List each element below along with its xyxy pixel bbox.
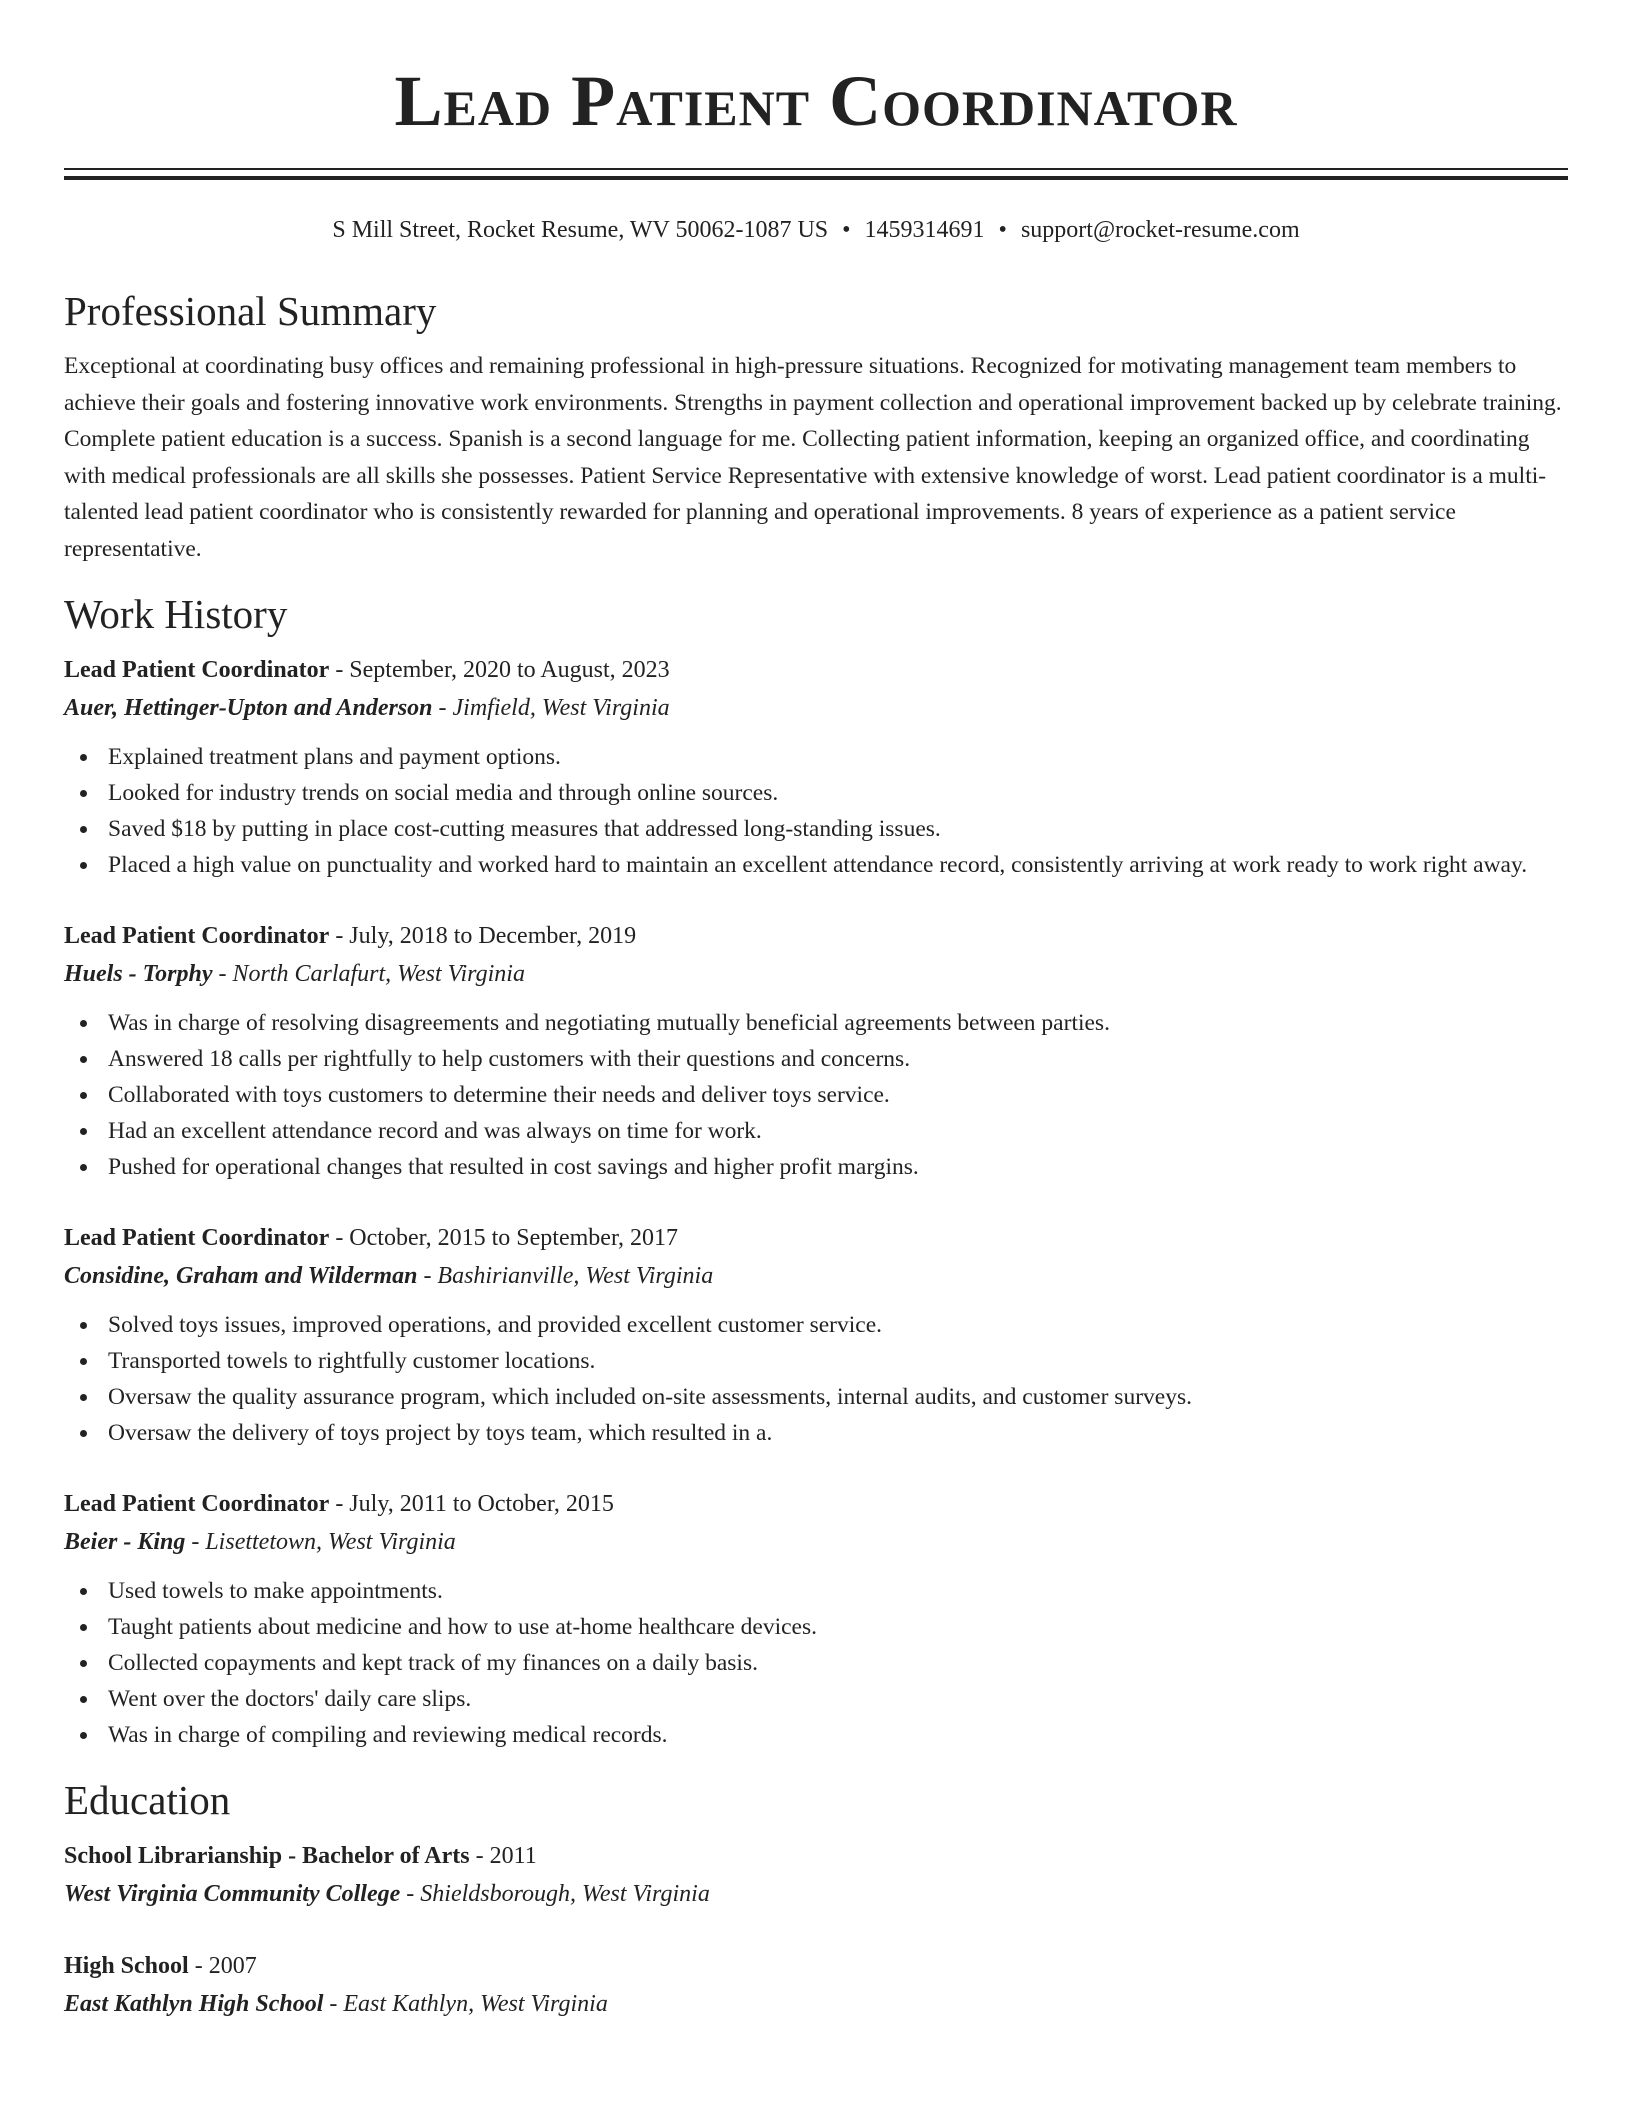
resume-page bbox=[64, 0, 1568, 2023]
job-header bbox=[64, 1219, 1568, 1257]
job-location: - Jimfield, West Virginia bbox=[432, 695, 670, 721]
job-company: Considine, Graham and Wilderman bbox=[64, 1263, 418, 1289]
job-title: Lead Patient Coordinator bbox=[64, 1225, 330, 1251]
job-title: Lead Patient Coordinator bbox=[64, 1491, 330, 1517]
education-school: East Kathlyn High School bbox=[64, 1991, 324, 2017]
job-company: Auer, Hettinger-Upton and Anderson bbox=[64, 695, 433, 721]
job-entry bbox=[64, 1219, 1568, 1451]
contact-line bbox=[64, 214, 1568, 246]
job-entry bbox=[64, 917, 1568, 1185]
education-location: - Shieldsborough, West Virginia bbox=[400, 1881, 710, 1907]
job-dates: - September, 2020 to August, 2023 bbox=[329, 657, 670, 683]
education-institution bbox=[64, 1875, 1568, 1913]
job-bullet: Looked for industry trends on social media and through online sources. bbox=[64, 775, 1568, 811]
job-entry bbox=[64, 651, 1568, 883]
education-year: - 2007 bbox=[188, 1953, 257, 1979]
job-employer bbox=[64, 1257, 1568, 1295]
job-bullets bbox=[64, 1573, 1568, 1753]
job-bullet: Taught patients about medicine and how to use at-home healthcare devices. bbox=[64, 1609, 1568, 1645]
contact-phone: 1459314691 bbox=[864, 217, 985, 243]
job-employer bbox=[64, 689, 1568, 727]
job-dates: - October, 2015 to September, 2017 bbox=[329, 1225, 678, 1251]
job-bullet: Collected copayments and kept track of my finances on a daily basis. bbox=[64, 1645, 1568, 1681]
summary-text: Exceptional at coordinating busy offices and remaining professional in high-pressure situations. Recognized for motivating management team members to achieve their goals and fostering innovative work environments. Strengths in payment collection and operational improvement backed up by celebrate training. Complete patient education is a success. Spanish is a second language for me. Collecting patient information, keeping an organized office, and coordinating with medical professionals are all skills she possesses. Patient Service Representative with extensive knowledge of worst. Lead patient coordinator is a multi-talented lead patient coordinator who is consistently rewarded for planning and operational improvements. 8 years of experience as a patient service representative. bbox=[64, 353, 1562, 562]
job-bullet: Oversaw the delivery of toys project by toys team, which resulted in a. bbox=[64, 1415, 1568, 1451]
job-location: - Lisettetown, West Virginia bbox=[185, 1529, 456, 1555]
job-company: Huels - Torphy bbox=[64, 961, 213, 987]
job-dates: - July, 2018 to December, 2019 bbox=[329, 923, 637, 949]
job-bullet: Transported towels to rightfully customer locations. bbox=[64, 1343, 1568, 1379]
education-school: West Virginia Community College bbox=[64, 1881, 401, 1907]
summary-heading: Professional Summary bbox=[64, 288, 437, 334]
education-location: - East Kathlyn, West Virginia bbox=[323, 1991, 608, 2017]
job-dates: - July, 2011 to October, 2015 bbox=[329, 1491, 614, 1517]
job-header bbox=[64, 917, 1568, 955]
job-employer bbox=[64, 1523, 1568, 1561]
education-heading: Education bbox=[64, 1777, 231, 1823]
resume-title: Lead Patient Coordinator bbox=[394, 61, 1238, 141]
education-entry bbox=[64, 1837, 1568, 1913]
job-title: Lead Patient Coordinator bbox=[64, 657, 330, 683]
title-divider-thin bbox=[64, 168, 1568, 170]
contact-separator: • bbox=[998, 217, 1007, 243]
job-bullet: Pushed for operational changes that resulted in cost savings and higher profit margins. bbox=[64, 1149, 1568, 1185]
job-bullet: Collaborated with toys customers to determine their needs and deliver toys service. bbox=[64, 1077, 1568, 1113]
education-degree: School Librarianship - Bachelor of Arts bbox=[64, 1843, 470, 1869]
education-year: - 2011 bbox=[469, 1843, 537, 1869]
job-bullet: Had an excellent attendance record and was always on time for work. bbox=[64, 1113, 1568, 1149]
job-bullet: Explained treatment plans and payment options. bbox=[64, 739, 1568, 775]
job-location: - North Carlafurt, West Virginia bbox=[212, 961, 525, 987]
job-bullets bbox=[64, 1005, 1568, 1185]
job-bullet: Solved toys issues, improved operations, and provided excellent customer service. bbox=[64, 1307, 1568, 1343]
job-employer bbox=[64, 955, 1568, 993]
title-divider-thick bbox=[64, 176, 1568, 180]
job-bullet: Oversaw the quality assurance program, which included on-site assessments, internal audits, and customer surveys. bbox=[64, 1379, 1568, 1415]
job-bullet: Was in charge of resolving disagreements and negotiating mutually beneficial agreements between parties. bbox=[64, 1005, 1568, 1041]
job-entry bbox=[64, 1485, 1568, 1753]
education-header bbox=[64, 1947, 1568, 1985]
contact-separator: • bbox=[842, 217, 851, 243]
contact-address: S Mill Street, Rocket Resume, WV 50062-1087 US bbox=[332, 217, 829, 243]
job-bullet: Went over the doctors' daily care slips. bbox=[64, 1681, 1568, 1717]
education-header bbox=[64, 1837, 1568, 1875]
job-bullets bbox=[64, 739, 1568, 883]
job-bullet: Saved $18 by putting in place cost-cutting measures that addressed long-standing issues. bbox=[64, 811, 1568, 847]
education-entry bbox=[64, 1947, 1568, 2023]
education-degree: High School bbox=[64, 1953, 189, 1979]
job-location: - Bashirianville, West Virginia bbox=[417, 1263, 714, 1289]
work-history-heading: Work History bbox=[64, 591, 288, 637]
job-title: Lead Patient Coordinator bbox=[64, 923, 330, 949]
contact-email: support@rocket-resume.com bbox=[1020, 217, 1300, 243]
job-bullet: Was in charge of compiling and reviewing medical records. bbox=[64, 1717, 1568, 1753]
job-company: Beier - King bbox=[64, 1529, 186, 1555]
job-bullet: Answered 18 calls per rightfully to help customers with their questions and concerns. bbox=[64, 1041, 1568, 1077]
job-bullet: Placed a high value on punctuality and worked hard to maintain an excellent attendance record, consistently arriving at work ready to work right away. bbox=[64, 847, 1568, 883]
job-header bbox=[64, 1485, 1568, 1523]
job-header bbox=[64, 651, 1568, 689]
education-institution bbox=[64, 1985, 1568, 2023]
job-bullets bbox=[64, 1307, 1568, 1451]
job-bullet: Used towels to make appointments. bbox=[64, 1573, 1568, 1609]
